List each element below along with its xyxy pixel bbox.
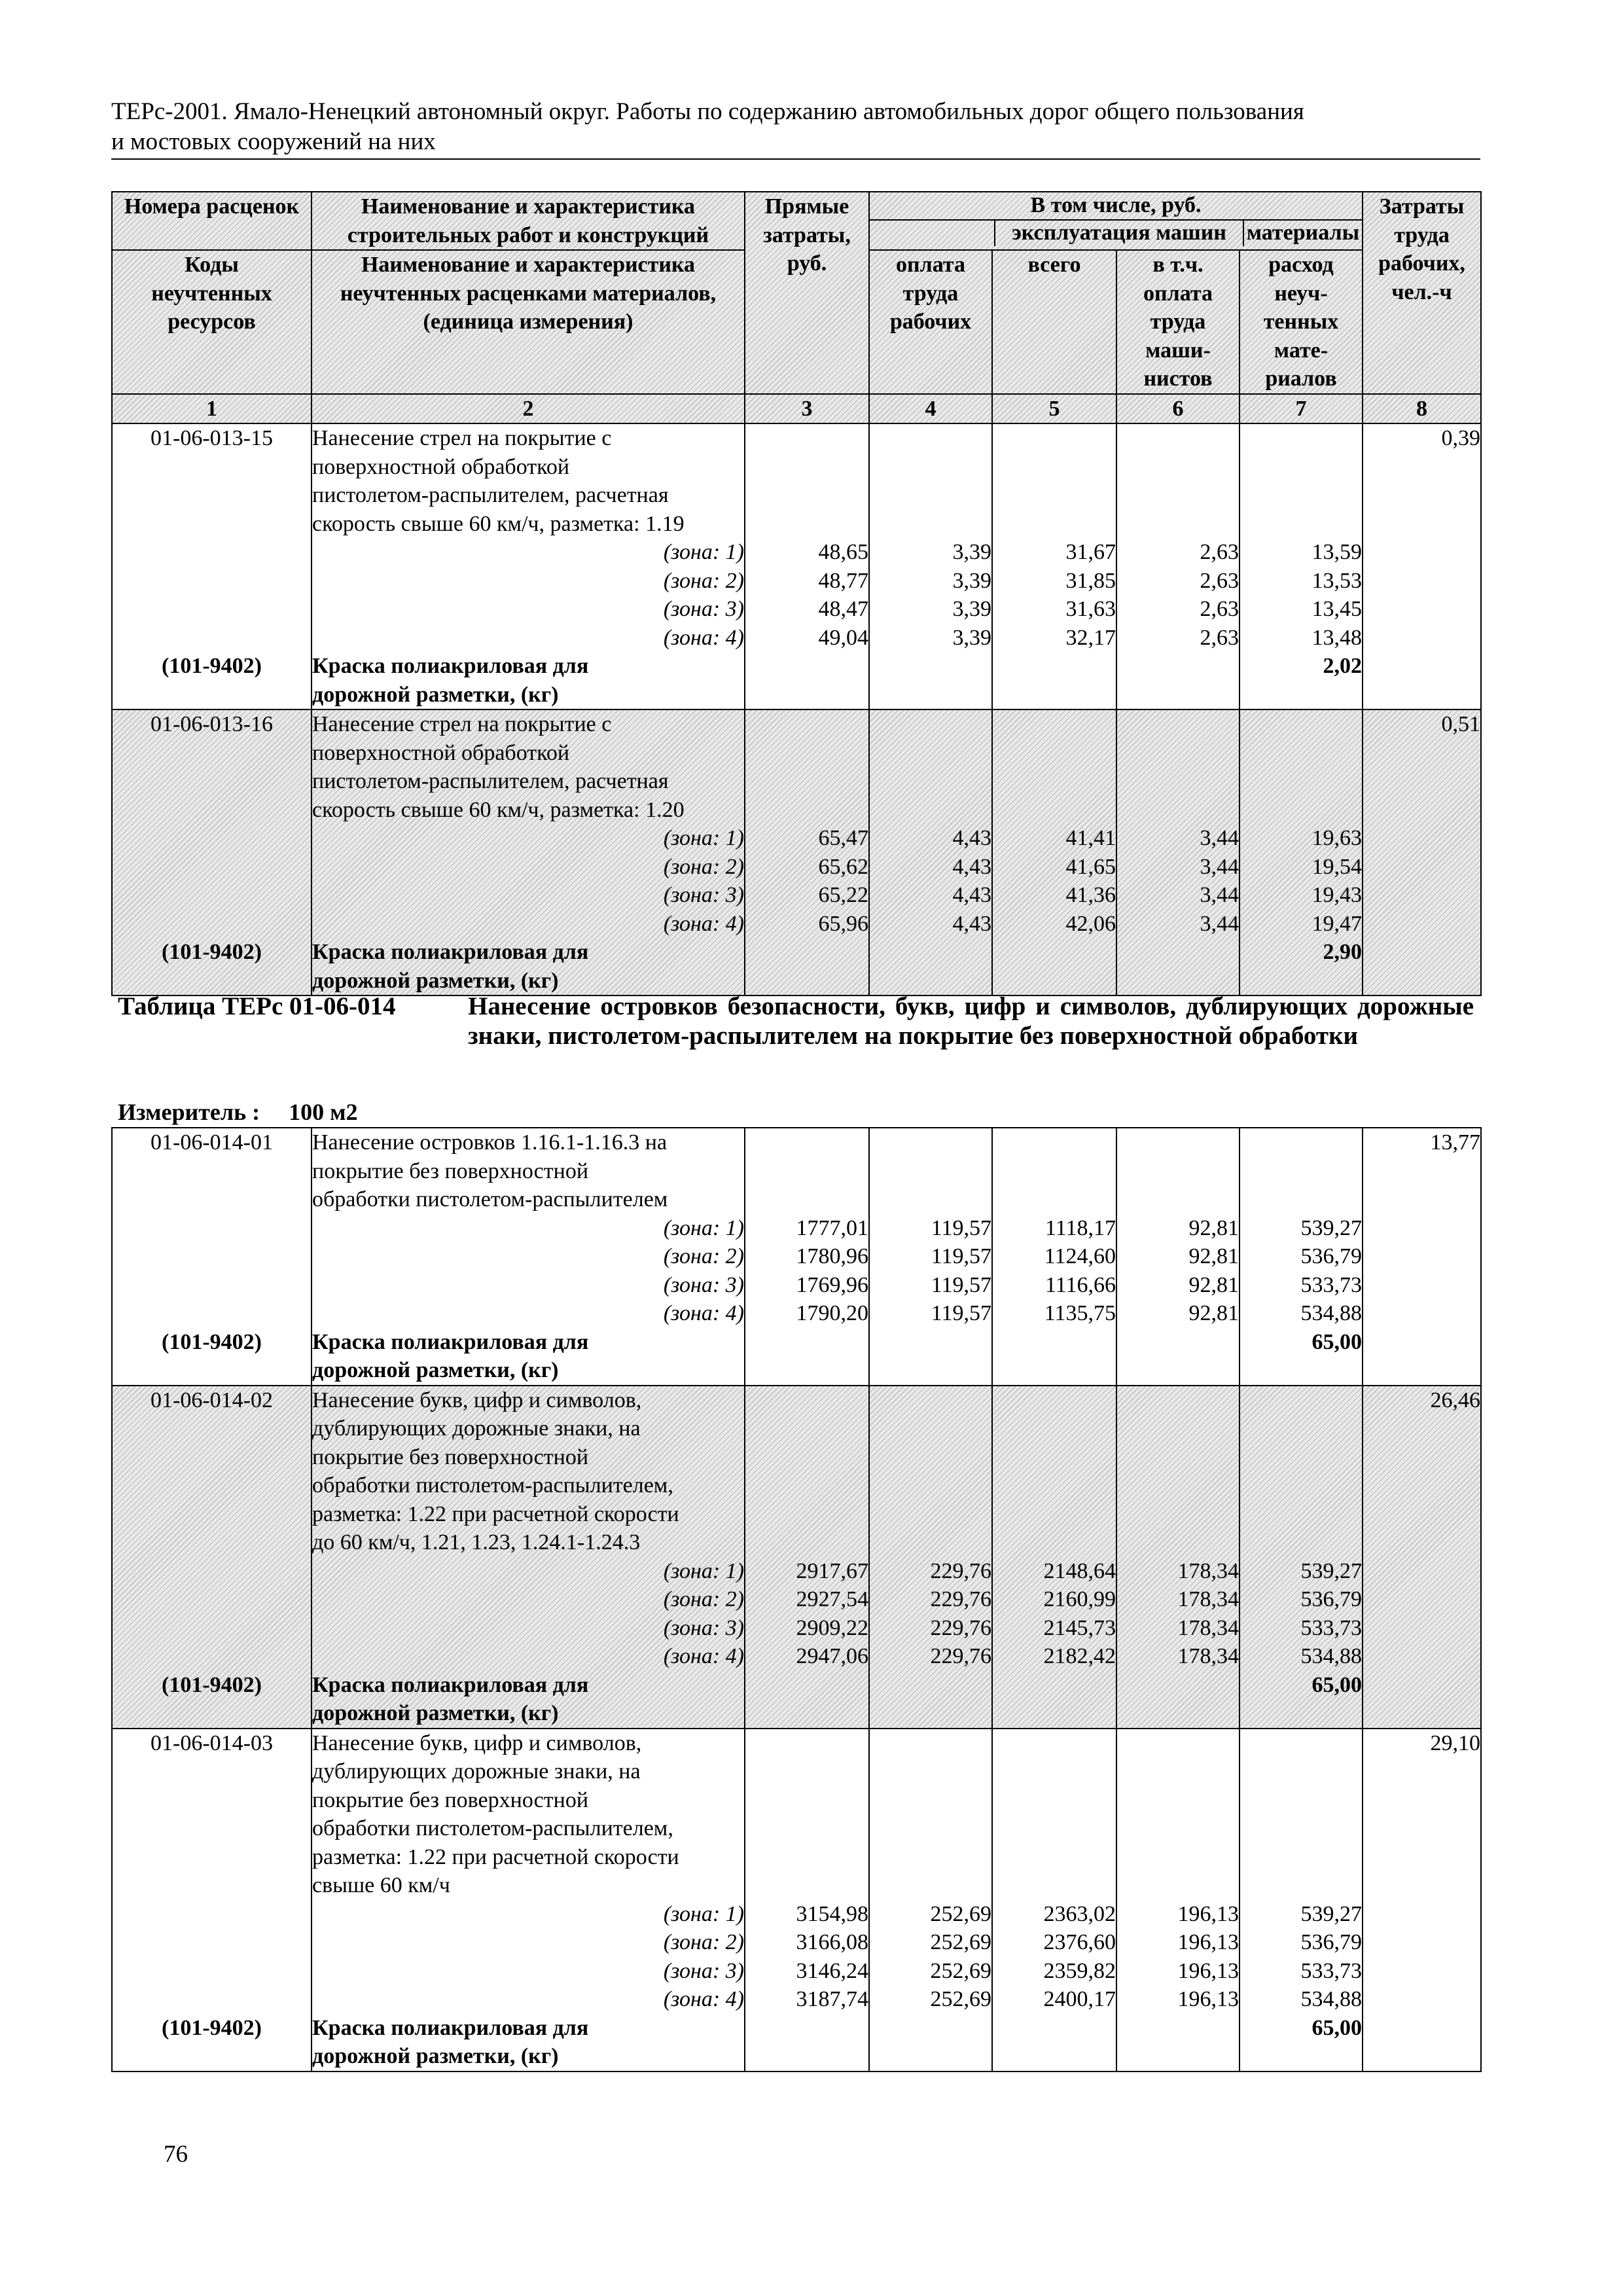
materials-value-cell [1240,1729,1363,2072]
zone-label: (зона: 2) [663,1930,744,1954]
header-materials-group: материалы [1246,221,1360,245]
column-number: 5 [992,394,1116,424]
machines-value-cell [992,1386,1116,1729]
materials-value-cell [1240,709,1363,996]
zone-label: (зона: 1) [663,1215,744,1240]
column-number: 3 [745,394,869,424]
machines-value: 2145,73 [1043,1615,1116,1640]
operator-pay-value-cell [1116,1386,1240,1729]
operator-pay-value: 3,44 [1200,911,1239,936]
zone-label: (зона: 1) [663,1901,744,1926]
worker-pay-value: 229,76 [930,1615,991,1640]
header-resource-codes: Коды неучтенных ресурсов [112,250,312,394]
work-description: Нанесение букв, цифр и символов, [312,1731,642,1755]
operator-pay-value: 92,81 [1188,1244,1239,1268]
measure-label: Измеритель : [118,1099,260,1125]
direct-costs-value-cell [745,1128,869,1386]
rate-description-cell [312,1729,745,2072]
work-description: Нанесение островков 1.16.1-1.16.3 на [312,1130,668,1155]
column-number: 8 [1363,394,1481,424]
machines-value: 41,36 [1065,883,1116,907]
resource-quantity: 2,02 [1323,654,1363,678]
rate-code: 01-06-014-01 [151,1130,273,1155]
rate-code-cell [112,1128,312,1386]
worker-pay-value: 119,57 [931,1244,991,1268]
rates-table-013 [111,191,1482,996]
worker-pay-value: 119,57 [931,1301,991,1325]
materials-value: 536,79 [1300,1930,1362,1954]
worker-pay-value: 252,69 [930,1930,991,1954]
worker-pay-value: 4,43 [952,854,991,879]
labor-costs-value: 0,39 [1441,426,1481,450]
work-description: разметка: 1.22 при расчетной скорости [312,1501,679,1526]
resource-name: Краска полиакриловая для [312,1672,589,1697]
machines-value: 31,63 [1065,597,1116,621]
operator-pay-value-cell [1116,709,1240,996]
direct-costs-value: 2917,67 [796,1558,868,1583]
worker-pay-value: 229,76 [930,1644,991,1668]
labor-costs-value: 26,46 [1430,1388,1480,1412]
measure-value: 100 м2 [289,1099,358,1125]
zone-label: (зона: 1) [663,540,744,564]
header-labor-costs: Затраты труда рабочих, чел.-ч [1363,192,1481,394]
header-worker-pay: оплата труда рабочих [869,250,992,394]
zone-label: (зона: 4) [663,1644,744,1668]
zone-label: (зона: 3) [663,1615,744,1640]
materials-value: 534,88 [1300,1644,1362,1668]
direct-costs-value: 1777,01 [796,1215,868,1240]
operator-pay-value: 3,44 [1200,826,1239,850]
work-description: покрытие без поверхностной [312,1444,589,1469]
direct-costs-value: 49,04 [818,625,868,650]
header-operator-pay: в т.ч. оплата труда маши- нистов [1116,250,1240,394]
direct-costs-value: 3146,24 [796,1958,868,1983]
worker-pay-value: 3,39 [952,597,991,621]
machines-value: 2376,60 [1043,1930,1116,1954]
machines-value: 1124,60 [1044,1244,1116,1268]
machines-value: 2148,64 [1043,1558,1116,1583]
table-title: Нанесение островков безопасности, букв, цифр и символов, дублирующих дорожные знаки, пистолетом-распылителем на покрытие без поверхностной обработки [468,992,1474,1050]
operator-pay-value: 3,44 [1200,854,1239,879]
operator-pay-value: 178,34 [1177,1558,1239,1583]
materials-value: 13,59 [1311,540,1363,564]
work-description: Нанесение стрел на покрытие с [312,712,612,736]
rate-row [112,709,1481,996]
machines-value: 32,17 [1065,625,1116,650]
resource-name: дорожной разметки, (кг) [312,1701,559,1725]
zone-label: (зона: 4) [663,1301,744,1325]
direct-costs-value: 65,47 [818,826,868,850]
zone-label: (зона: 3) [663,883,744,907]
materials-value: 539,27 [1300,1558,1362,1583]
resource-code: (101-9402) [162,940,262,964]
zone-label: (зона: 1) [663,826,744,850]
column-number: 6 [1116,394,1240,424]
rate-row [112,1729,1481,2072]
materials-value-cell [1240,1386,1363,1729]
materials-value: 539,27 [1300,1901,1362,1926]
direct-costs-value: 1780,96 [796,1244,868,1268]
document-header [111,97,1486,157]
worker-pay-value: 3,39 [952,568,991,593]
column-number: 2 [312,394,745,424]
worker-pay-value: 3,39 [952,625,991,650]
header-machines-group: эксплуатация машин [994,221,1244,246]
column-number: 1 [112,394,312,424]
work-description: покрытие без поверхностной [312,1158,589,1183]
rate-code: 01-06-014-02 [151,1388,273,1412]
machines-value: 2160,99 [1043,1587,1116,1611]
work-description: поверхностной обработкой [312,740,570,765]
materials-value: 19,54 [1311,854,1363,879]
materials-value: 534,88 [1300,1987,1362,2011]
rate-description-cell [312,1386,745,1729]
worker-pay-value: 229,76 [930,1558,991,1583]
work-description: до 60 км/ч, 1.21, 1.23, 1.24.1-1.24.3 [312,1530,641,1554]
column-number: 4 [869,394,992,424]
header-line-2: и мостовых сооружений на них [111,128,436,155]
resource-name: дорожной разметки, (кг) [312,2044,559,2068]
direct-costs-value-cell [745,709,869,996]
work-description: обработки пистолетом-распылителем [312,1187,668,1211]
direct-costs-value: 3166,08 [796,1930,868,1954]
header-work-name: Наименование и характеристика строительных работ и конструкций [312,192,745,250]
operator-pay-value: 92,81 [1188,1272,1239,1297]
work-description: дублирующих дорожные знаки, на [312,1759,641,1784]
direct-costs-value: 65,62 [818,854,868,879]
operator-pay-value: 178,34 [1177,1615,1239,1640]
header-material-name: Наименование и характеристика неучтенных расценками материалов, (единица измерения) [312,250,745,394]
rate-code: 01-06-014-03 [151,1731,273,1755]
machines-value: 31,67 [1065,540,1116,564]
zone-label: (зона: 4) [663,911,744,936]
machines-value: 2363,02 [1043,1901,1116,1926]
materials-value: 536,79 [1300,1587,1362,1611]
operator-pay-value: 92,81 [1188,1301,1239,1325]
work-description: скорость свыше 60 км/ч, разметка: 1.19 [312,511,685,536]
work-description: скорость свыше 60 км/ч, разметка: 1.20 [312,797,685,822]
labor-costs-value: 0,51 [1441,712,1481,736]
rate-description-cell [312,709,745,996]
materials-value-cell [1240,1128,1363,1386]
worker-pay-value: 4,43 [952,826,991,850]
labor-costs-cell [1363,1386,1481,1729]
worker-pay-value: 252,69 [930,1901,991,1926]
direct-costs-value: 1769,96 [796,1272,868,1297]
direct-costs-value: 1790,20 [796,1301,868,1325]
resource-quantity: 65,00 [1311,1672,1362,1697]
resource-name: Краска полиакриловая для [312,1329,589,1354]
rate-description-cell [312,1128,745,1386]
labor-costs-cell [1363,709,1481,996]
direct-costs-value: 65,22 [818,883,868,907]
worker-pay-value-cell [869,423,992,709]
resource-name: дорожной разметки, (кг) [312,968,559,993]
zone-label: (зона: 3) [663,1958,744,1983]
direct-costs-value: 3187,74 [796,1987,868,2011]
rate-row [112,1386,1481,1729]
work-description: дублирующих дорожные знаки, на [312,1416,641,1441]
materials-value: 13,45 [1311,597,1363,621]
resource-quantity: 65,00 [1311,2015,1362,2040]
worker-pay-value: 4,43 [952,911,991,936]
work-description: обработки пистолетом-распылителем, [312,1816,673,1840]
worker-pay-value: 119,57 [931,1272,991,1297]
labor-costs-cell [1363,1729,1481,2072]
resource-name: дорожной разметки, (кг) [312,1358,559,1382]
operator-pay-value: 196,13 [1177,1987,1239,2011]
materials-value: 534,88 [1300,1301,1362,1325]
direct-costs-value: 48,65 [818,540,868,564]
zone-label: (зона: 3) [663,1272,744,1297]
materials-value: 19,63 [1311,826,1363,850]
resource-name: Краска полиакриловая для [312,654,589,678]
zone-label: (зона: 2) [663,1587,744,1611]
rate-code: 01-06-013-16 [151,712,273,736]
rate-code-cell [112,1386,312,1729]
resource-name: Краска полиакриловая для [312,940,589,964]
header-direct-costs: Прямые затраты, руб. [745,192,869,394]
machines-value: 1116,66 [1045,1272,1116,1297]
materials-value: 536,79 [1300,1244,1362,1268]
operator-pay-value: 2,63 [1200,625,1239,650]
work-description: Нанесение букв, цифр и символов, [312,1388,642,1412]
worker-pay-value: 119,57 [931,1215,991,1240]
work-description: Нанесение стрел на покрытие с [312,426,612,450]
operator-pay-value: 92,81 [1188,1215,1239,1240]
rate-code-cell [112,423,312,709]
operator-pay-value: 3,44 [1200,883,1239,907]
materials-value: 19,47 [1311,911,1363,936]
machines-value: 41,41 [1065,826,1116,850]
machines-value-cell [992,1729,1116,2072]
zone-label: (зона: 4) [663,625,744,650]
machines-value: 2182,42 [1043,1644,1116,1668]
resource-code: (101-9402) [162,1329,262,1354]
header-machines-total: всего [992,250,1116,394]
resource-code: (101-9402) [162,654,262,678]
worker-pay-value-cell [869,1386,992,1729]
resource-quantity: 65,00 [1311,1329,1362,1354]
materials-value: 533,73 [1300,1958,1362,1983]
direct-costs-value-cell [745,423,869,709]
direct-costs-value: 48,47 [818,597,868,621]
worker-pay-value: 252,69 [930,1958,991,1983]
materials-value-cell [1240,423,1363,709]
direct-costs-value: 3154,98 [796,1901,868,1926]
rate-description-cell [312,423,745,709]
resource-name: Краска полиакриловая для [312,2015,589,2040]
operator-pay-value: 2,63 [1200,568,1239,593]
zone-label: (зона: 2) [663,854,744,879]
labor-costs-cell [1363,423,1481,709]
operator-pay-value: 196,13 [1177,1901,1239,1926]
materials-value: 533,73 [1300,1272,1362,1297]
zone-label: (зона: 3) [663,597,744,621]
operator-pay-value: 196,13 [1177,1958,1239,1983]
header-materials-consumption: расход неуч- тенных мате- риалов [1240,250,1363,394]
materials-value: 539,27 [1300,1215,1362,1240]
rate-code-cell [112,709,312,996]
machines-value-cell [992,423,1116,709]
table-number: Таблица ТЕРс 01-06-014 [118,992,396,1020]
column-number: 7 [1240,394,1363,424]
worker-pay-value: 229,76 [930,1587,991,1611]
work-description: поверхностной обработкой [312,454,570,479]
operator-pay-value: 2,63 [1200,597,1239,621]
machines-value: 1135,75 [1044,1301,1116,1325]
worker-pay-value: 252,69 [930,1987,991,2011]
header-divider [111,158,1480,160]
direct-costs-value-cell [745,1729,869,2072]
machines-value: 2359,82 [1043,1958,1116,1983]
labor-costs-value: 13,77 [1430,1130,1480,1155]
work-description: пистолетом-распылителем, расчетная [312,483,669,507]
operator-pay-value-cell [1116,1729,1240,2072]
worker-pay-value: 4,43 [952,883,991,907]
direct-costs-value: 65,96 [818,911,868,936]
machines-value: 42,06 [1065,911,1116,936]
worker-pay-value: 3,39 [952,540,991,564]
machines-value: 2400,17 [1043,1987,1116,2011]
worker-pay-value-cell [869,1729,992,2072]
rate-row [112,1128,1481,1386]
worker-pay-value-cell [869,709,992,996]
operator-pay-value: 178,34 [1177,1644,1239,1668]
direct-costs-value: 2909,22 [796,1615,868,1640]
page-number: 76 [164,2141,188,2168]
work-description: пистолетом-распылителем, расчетная [312,769,669,793]
header-rate-numbers: Номера расценок [112,192,312,250]
materials-value: 19,43 [1311,883,1363,907]
zone-label: (зона: 1) [663,1558,744,1583]
measure-unit [118,1098,358,1126]
zone-label: (зона: 4) [663,1987,744,2011]
header-line-1: ТЕРс-2001. Ямало-Ненецкий автономный округ. Работы по содержанию автомобильных дорог общего пользования [111,98,1304,125]
direct-costs-value: 48,77 [818,568,868,593]
operator-pay-value-cell [1116,423,1240,709]
work-description: свыше 60 км/ч [312,1873,450,1897]
machines-value-cell [992,1128,1116,1386]
machines-value: 31,85 [1065,568,1116,593]
operator-pay-value-cell [1116,1128,1240,1386]
resource-code: (101-9402) [162,2015,262,2040]
resource-code: (101-9402) [162,1672,262,1697]
rates-table-014 [111,1127,1482,2072]
machines-value: 1118,17 [1045,1215,1116,1240]
resource-quantity: 2,90 [1323,940,1363,964]
header-including: В том числе, руб. эксплуатация машин материалы [869,192,1363,250]
rate-row [112,423,1481,709]
worker-pay-value-cell [869,1128,992,1386]
work-description: покрытие без поверхностной [312,1787,589,1812]
labor-costs-cell [1363,1128,1481,1386]
work-description: разметка: 1.22 при расчетной скорости [312,1844,679,1869]
direct-costs-value: 2927,54 [796,1587,868,1611]
materials-value: 13,53 [1311,568,1363,593]
machines-value: 41,65 [1065,854,1116,879]
zone-label: (зона: 2) [663,1244,744,1268]
operator-pay-value: 178,34 [1177,1587,1239,1611]
rate-code: 01-06-013-15 [151,426,273,450]
zone-label: (зона: 2) [663,568,744,593]
operator-pay-value: 196,13 [1177,1930,1239,1954]
resource-name: дорожной разметки, (кг) [312,682,559,707]
direct-costs-value-cell [745,1386,869,1729]
materials-value: 533,73 [1300,1615,1362,1640]
rate-code-cell [112,1729,312,2072]
direct-costs-value: 2947,06 [796,1644,868,1668]
machines-value-cell [992,709,1116,996]
materials-value: 13,48 [1311,625,1363,650]
work-description: обработки пистолетом-распылителем, [312,1473,673,1498]
operator-pay-value: 2,63 [1200,540,1239,564]
labor-costs-value: 29,10 [1430,1731,1480,1755]
